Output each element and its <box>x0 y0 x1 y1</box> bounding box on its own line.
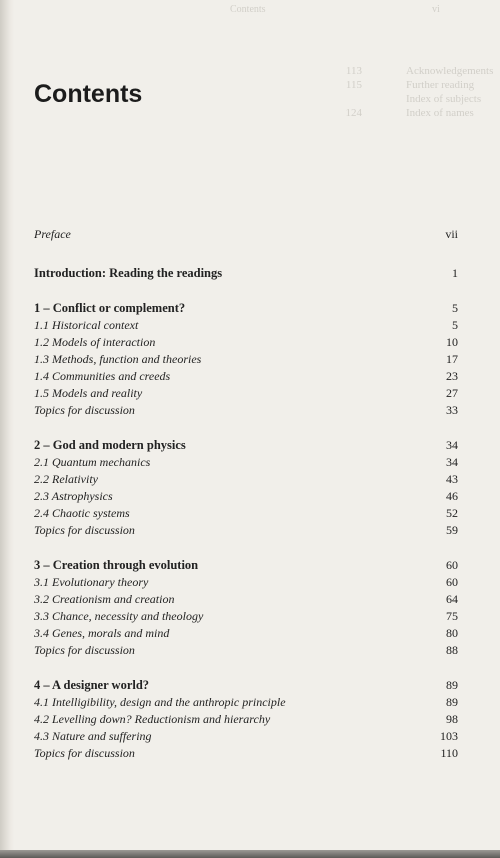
toc-section-entry <box>34 317 458 334</box>
show-through-row: Index of subjects <box>406 93 482 105</box>
toc-section-entry <box>34 711 458 728</box>
toc-section-entry <box>34 591 458 608</box>
toc-entry-title: Topics for discussion <box>34 403 135 417</box>
scanner-bottom-edge <box>0 850 500 858</box>
toc-chapter-entry <box>34 437 458 454</box>
toc-entry-page-number: 5 <box>452 301 458 315</box>
toc-entry-page-number: 89 <box>446 678 458 692</box>
toc-section-entry <box>34 351 458 368</box>
toc-entry-title: 2.1 Quantum mechanics <box>34 455 151 469</box>
toc-entry-title: Topics for discussion <box>34 643 135 657</box>
show-through-row: 113 Acknowledgements <box>345 65 494 77</box>
toc-section-entry <box>34 728 458 745</box>
toc-entry-title: 1.1 Historical context <box>34 318 139 332</box>
toc-entry-title: 3 – Creation through evolution <box>34 558 199 572</box>
toc-entry-page-number: vii <box>445 227 458 241</box>
toc-entry-title: 4 – A designer world? <box>34 678 150 692</box>
toc-section-entry <box>34 745 458 762</box>
toc-entry-title: 1.5 Models and reality <box>34 386 143 400</box>
show-through-row: 115 Further reading <box>345 79 475 91</box>
toc-entry-page-number: 103 <box>440 729 458 743</box>
toc-entry-title: 3.4 Genes, morals and mind <box>34 626 170 640</box>
toc-section-entry <box>34 625 458 642</box>
toc-spacer <box>34 659 458 677</box>
show-through-list <box>338 64 493 120</box>
toc-section-entry <box>34 522 458 539</box>
toc-section-entry <box>34 488 458 505</box>
toc-section-entry <box>34 574 458 591</box>
toc-chapter-entry <box>34 557 458 574</box>
toc-entry-page-number: 80 <box>446 626 458 640</box>
toc-entry-page-number: 59 <box>446 523 458 537</box>
toc-entry-page-number: 10 <box>446 335 458 349</box>
toc-entry-page-number: 27 <box>446 386 458 400</box>
toc-entry-title: 4.3 Nature and suffering <box>34 729 152 743</box>
toc-entry-page-number: 17 <box>446 352 458 366</box>
toc-section-entry <box>34 505 458 522</box>
toc-spacer <box>34 243 458 265</box>
toc-front-matter-entry <box>34 226 458 243</box>
toc-entry-page-number: 34 <box>446 438 458 452</box>
toc-entry-title: 2 – God and modern physics <box>34 438 186 452</box>
toc-spacer <box>34 282 458 300</box>
toc-section-entry <box>34 402 458 419</box>
show-through-row: 124 Index of names <box>345 107 474 119</box>
toc-entry-page-number: 64 <box>446 592 458 606</box>
toc-entry-title: 1 – Conflict or complement? <box>34 301 186 315</box>
toc-entry-title: Topics for discussion <box>34 523 135 537</box>
toc-section-entry <box>34 368 458 385</box>
toc-entry-page-number: 75 <box>446 609 458 623</box>
toc-entry-page-number: 89 <box>446 695 458 709</box>
toc-entry-title: 1.3 Methods, function and theories <box>34 352 202 366</box>
toc-entry-page-number: 46 <box>446 489 458 503</box>
toc-section-entry <box>34 334 458 351</box>
toc-section-entry <box>34 454 458 471</box>
toc-entry-page-number: 52 <box>446 506 458 520</box>
toc-entry-title: 2.2 Relativity <box>34 472 98 486</box>
page-spine-shadow <box>0 0 14 858</box>
page-title: Contents <box>34 80 143 108</box>
toc-entry-page-number: 34 <box>446 455 458 469</box>
toc-chapter-entry <box>34 677 458 694</box>
toc-entry-page-number: 43 <box>446 472 458 486</box>
toc-entry-title: 4.2 Levelling down? Reductionism and hierarchy <box>34 712 271 726</box>
show-through-running-head: Contents <box>230 4 266 15</box>
toc-entry-title: 2.3 Astrophysics <box>34 489 113 503</box>
toc-section-entry <box>34 471 458 488</box>
table-of-contents <box>34 226 458 762</box>
toc-entry-page-number: 88 <box>446 643 458 657</box>
toc-entry-page-number: 98 <box>446 712 458 726</box>
toc-entry-page-number: 33 <box>446 403 458 417</box>
toc-entry-title: Preface <box>34 227 71 241</box>
toc-entry-page-number: 23 <box>446 369 458 383</box>
toc-entry-page-number: 1 <box>452 266 458 280</box>
toc-spacer <box>34 539 458 557</box>
toc-entry-title: 3.1 Evolutionary theory <box>34 575 149 589</box>
toc-entry-title: Topics for discussion <box>34 746 135 760</box>
toc-entry-title: 3.3 Chance, necessity and theology <box>34 609 204 623</box>
toc-entry-title: 1.2 Models of interaction <box>34 335 156 349</box>
toc-spacer <box>34 419 458 437</box>
toc-section-entry <box>34 608 458 625</box>
toc-entry-title: 3.2 Creationism and creation <box>34 592 175 606</box>
toc-entry-title: Introduction: Reading the readings <box>34 266 223 280</box>
toc-section-entry <box>34 694 458 711</box>
toc-entry-page-number: 110 <box>440 746 458 760</box>
toc-section-entry <box>34 642 458 659</box>
toc-entry-title: 4.1 Intelligibility, design and the anthropic principle <box>34 695 286 709</box>
toc-entry-page-number: 60 <box>446 575 458 589</box>
toc-section-entry <box>34 385 458 402</box>
toc-entry-title: 1.4 Communities and creeds <box>34 369 171 383</box>
toc-chapter-entry <box>34 265 458 282</box>
toc-chapter-entry <box>34 300 458 317</box>
toc-entry-page-number: 5 <box>452 318 458 332</box>
toc-entry-page-number: 60 <box>446 558 458 572</box>
show-through-page-number: vi <box>432 4 440 15</box>
toc-entry-title: 2.4 Chaotic systems <box>34 506 130 520</box>
